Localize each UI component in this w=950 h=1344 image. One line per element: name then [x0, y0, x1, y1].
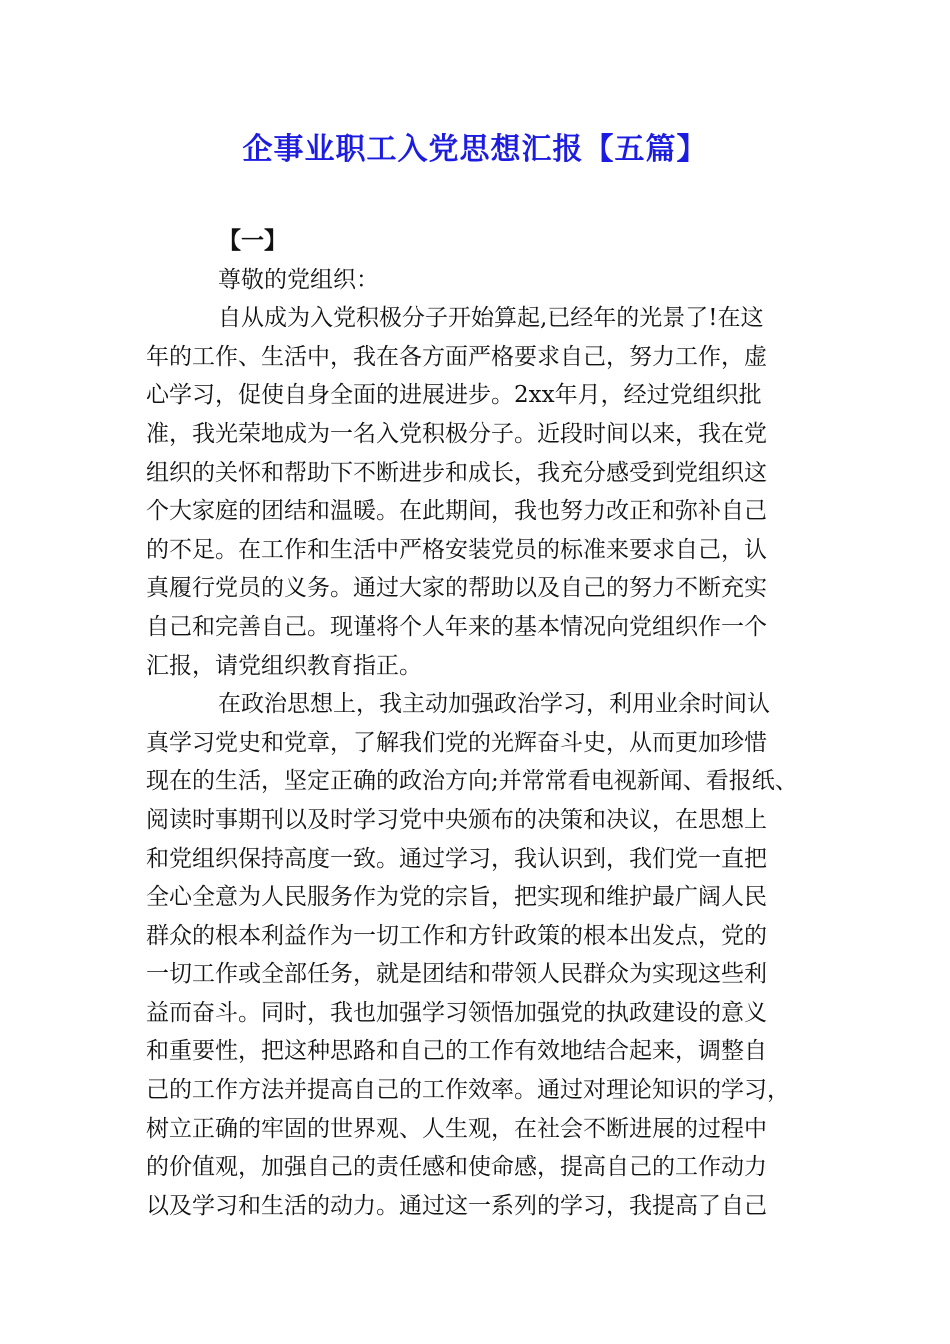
text-line: 的价值观，加强自己的责任感和使命感，提高自己的工作动力 — [146, 1154, 767, 1181]
text-line: 真履行党员的义务。通过大家的帮助以及自己的努力不断充实 — [146, 575, 767, 602]
body-text — [146, 299, 806, 1225]
text-line: 自己和完善自己。现谨将个人年来的基本情况向党组织作一个 — [146, 613, 767, 640]
text-line: 准，我光荣地成为一名入党积极分子。近段时间以来，我在党 — [146, 420, 767, 447]
text-line: 自从成为入党积极分子开始算起,已经年的光景了!在这 — [218, 305, 764, 332]
text-line: 一切工作或全部任务，就是团结和带领人民群众为实现这些利 — [146, 961, 767, 988]
text-line: 心学习，促使自身全面的进展进步。2xx年月，经过党组织批 — [146, 382, 762, 409]
text-line: 汇报，请党组织教育指正。 — [146, 652, 422, 679]
page-title: 企事业职工入党思想汇报【五篇】 — [242, 132, 708, 167]
text-line: 现在的生活，坚定正确的政治方向;并常常看电视新闻、看报纸、 — [146, 768, 798, 795]
section-heading: 【一】 — [218, 227, 287, 254]
text-line: 组织的关怀和帮助下不断进步和成长，我充分感受到党组织这 — [146, 459, 767, 486]
text-line: 和党组织保持高度一致。通过学习，我认识到，我们党一直把 — [146, 845, 767, 872]
document-body — [146, 222, 806, 1225]
text-line: 益而奋斗。同时，我也加强学习领悟加强党的执政建设的意义 — [146, 999, 767, 1026]
text-line: 阅读时事期刊以及时学习党中央颁布的决策和决议，在思想上 — [146, 806, 767, 833]
text-line: 树立正确的牢固的世界观、人生观，在社会不断进展的过程中 — [146, 1115, 767, 1142]
text-line: 的不足。在工作和生活中严格安装党员的标准来要求自己，认 — [146, 536, 767, 563]
text-line: 和重要性，把这种思路和自己的工作有效地结合起来，调整自 — [146, 1038, 767, 1065]
text-line: 以及学习和生活的动力。通过这一系列的学习，我提高了自己 — [146, 1192, 767, 1219]
salutation: 尊敬的党组织： — [218, 266, 379, 293]
text-line: 群众的根本利益作为一切工作和方针政策的根本出发点，党的 — [146, 922, 767, 949]
text-line: 年的工作、生活中，我在各方面严格要求自己，努力工作，虚 — [146, 343, 767, 370]
text-line: 在政治思想上，我主动加强政治学习，利用业余时间认 — [218, 691, 770, 718]
text-line: 己的工作方法并提高自己的工作效率。通过对理论知识的学习， — [146, 1077, 790, 1104]
text-line: 全心全意为人民服务作为党的宗旨，把实现和维护最广阔人民 — [146, 884, 767, 911]
text-line: 真学习党史和党章，了解我们党的光辉奋斗史，从而更加珍惜 — [146, 729, 767, 756]
text-line: 个大家庭的团结和温暖。在此期间，我也努力改正和弥补自己 — [146, 498, 767, 525]
